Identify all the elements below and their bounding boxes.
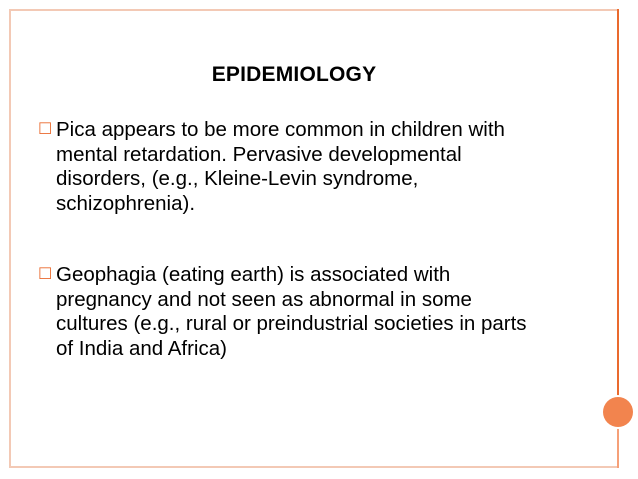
square-bullet-icon: ☐ xyxy=(38,121,53,138)
bullet-item-pica xyxy=(38,118,558,216)
square-bullet-icon: ☐ xyxy=(38,266,53,283)
slide-title: EPIDEMIOLOGY xyxy=(211,63,377,86)
circle-ornament-icon xyxy=(603,397,633,427)
accent-line-right-bottom xyxy=(617,426,619,468)
bullet-text: Geophagia (eating earth) is associated with pregnancy and not seen as abnormal in some cultures (e.g., rural or preindustrial societies in parts of India and Africa) xyxy=(56,263,527,360)
bullet-text: Pica appears to be more common in children with mental retardation. Pervasive developmental disorders, (e.g., Kleine-Levin syndrome, schizophrenia). xyxy=(56,118,505,215)
accent-line-right xyxy=(617,9,619,402)
bullet-item-geophagia xyxy=(38,263,558,361)
